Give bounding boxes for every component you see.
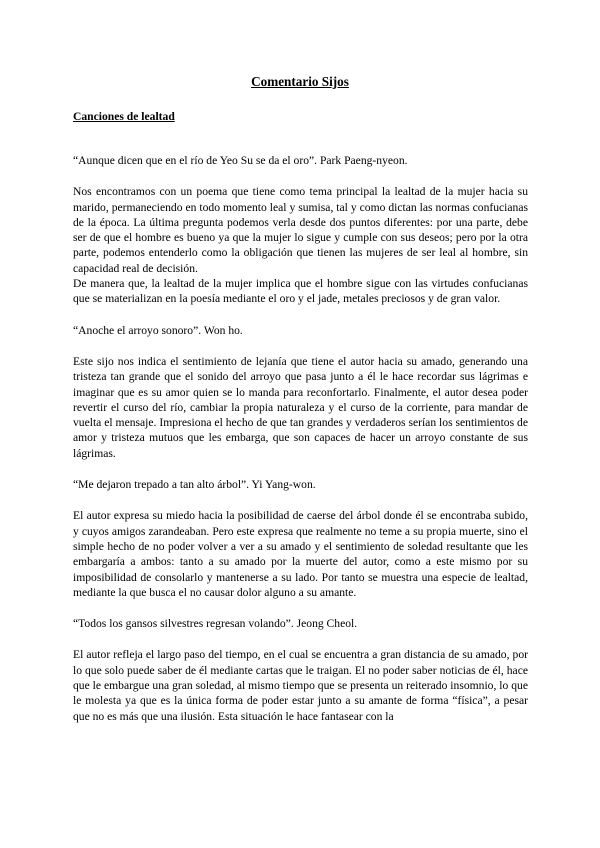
sijo-quote-1: “Aunque dicen que en el río de Yeo Su se da el oro”. Park Paeng-nyeon. xyxy=(73,154,408,167)
paragraph-5: El autor refleja el largo paso del tiempo, en el cual se encuentra a gran distancia de su amado, por lo que solo puede saber de él mediante cartas que le traigan. El no poder saber noticias de él, hace que le embargue una gran soledad, al mismo tiempo que se presenta un reiterado insomnio, lo que le molesta ya que es la única forma de poder estar junto a su amante de forma “física”, a pesar que no es más que una ilusión. Esta situación le hace fantasear con la xyxy=(73,648,528,723)
sijo-quote-4: “Todos los gansos silvestres regresan volando”. Jeong Cheol. xyxy=(73,617,358,631)
paragraph-2: De manera que, la lealtad de la mujer implica que el hombre sigue con las virtudes confucianas que se materializan en la poesía mediante el oro y el jade, metales preciosos y de gran valor. xyxy=(73,277,528,306)
sijo-quote-3: “Me dejaron trepado a tan alto árbol”. Yi Yang-won. xyxy=(73,478,316,492)
document-title: Comentario Sijos xyxy=(251,74,349,89)
document-body xyxy=(73,153,528,740)
paragraph-4: El autor expresa su miedo hacia la posibilidad de caerse del árbol donde él se encontraba subido, y cuyos amigos zarandeaban. Pero este expresa que realmente no teme a su propia muerte, sino el simple hecho de no poder volver a ver a su amado y el sentimiento de soledad resultante que les embargaría a ambos: tanto a su amado por la muerte del autor, como a este mismo por su imposibilidad de consolarlo y mantenerse a su lado. Por tanto se muestra una especie de lealtad, mediante la que busca el no causar dolor alguno a su amante. xyxy=(73,509,528,599)
sijo-quote-2: “Anoche el arroyo sonoro”. Won ho. xyxy=(73,323,243,337)
paragraph-3: Este sijo nos indica el sentimiento de lejanía que tiene el autor hacia su amado, generando una tristeza tan grande que el sonido del arroyo que pasa junto a él le hace recordar sus lágrimas e imaginar que es su amor quien se lo manda para reconfortarlo. Finalmente, el autor desea poder revertir el curso del río, cambiar la propia naturaleza y el curso de la corriente, para mandar de vuelta el mensaje. Impresiona el hecho de que tan grandes y verdaderos serían los sentimientos de amor y tristeza mutuos que les embarga, que son capaces de hacer un arroyo constante de sus lágrimas. xyxy=(73,354,528,460)
section-heading: Canciones de lealtad xyxy=(73,110,175,123)
paragraph-1: Nos encontramos con un poema que tiene como tema principal la lealtad de la mujer hacia su marido, permaneciendo en todo momento leal y sumisa, tal y como dictan las normas confucianas de la época. La última pregunta podemos verla desde dos puntos diferentes: por una parte, debe ser de que el hombre es bueno ya que la mujer lo sigue y cumple con sus deseos; pero por la otra parte, podemos entenderlo como la obligación que tienen las mujeres de ser leal al hombre, sin capacidad real de decisión. xyxy=(73,185,528,275)
